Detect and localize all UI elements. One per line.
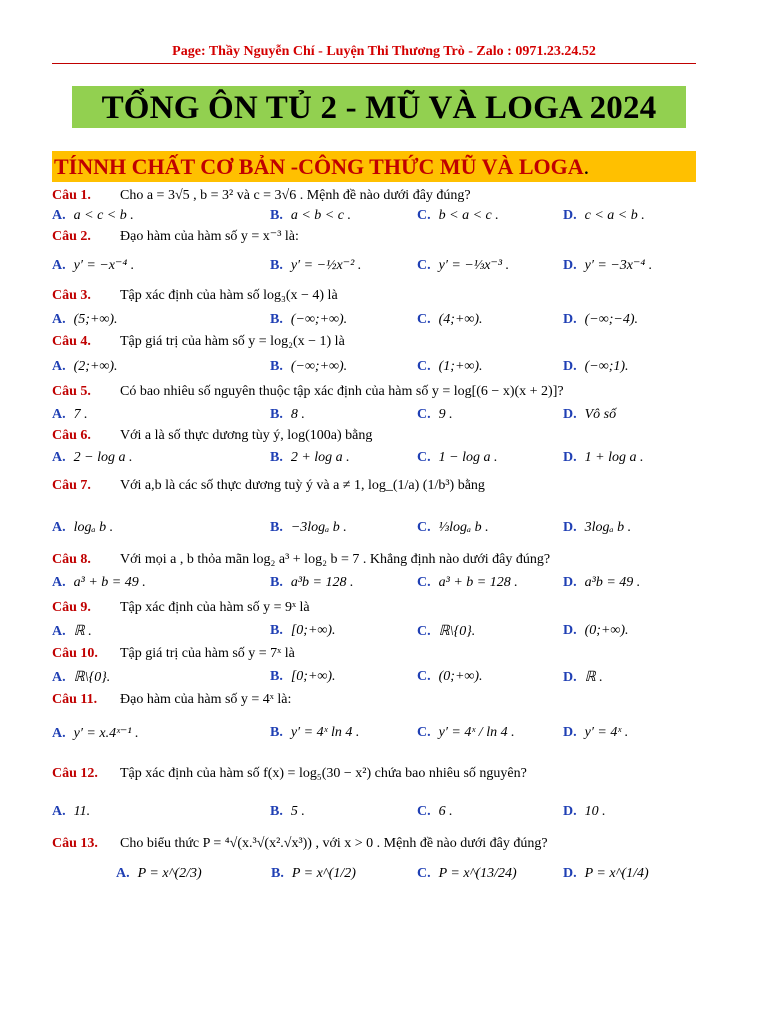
question-text: Với a,b là các số thực dương tuỳ ý và a ≠ 1, log_(1/a) (1/b³) bằng (120, 478, 485, 493)
page-header (0, 44, 768, 60)
option-a[interactable] (52, 725, 139, 742)
option-value: y′ = 4ˣ ln 4 . (290, 725, 360, 740)
option-value: y′ = −⅓x⁻³ . (438, 258, 510, 273)
option-key: B. (270, 669, 283, 684)
question-number: Câu 10. (52, 646, 98, 661)
option-key: C. (417, 407, 431, 422)
option-c[interactable] (417, 623, 475, 640)
option-value: 7 . (73, 407, 88, 422)
option-d[interactable] (563, 257, 652, 274)
option-value: 8 . (290, 407, 305, 422)
option-value: 9 . (438, 407, 453, 422)
question-text: Cho biểu thức P = ⁴√(x.³√(x².√x³)) , với x > 0 . Mệnh đề nào dưới đây đúng? (120, 836, 548, 851)
question-number: Câu 7. (52, 478, 91, 493)
option-value: (−∞;−4). (584, 312, 638, 327)
question-number: Câu 2. (52, 229, 91, 244)
option-value: (0;+∞). (438, 669, 483, 684)
option-value: (2;+∞). (73, 359, 118, 374)
option-value: y′ = −½x⁻² . (290, 258, 362, 273)
option-value: a³b = 128 . (290, 575, 354, 590)
option-key: A. (52, 208, 66, 223)
option-key: A. (52, 670, 66, 685)
question-text: Với mọi a , b thỏa mãn log₂ a³ + log₂ b = 7 . Khẳng định nào dưới đây đúng? (120, 552, 551, 567)
option-value: (−∞;+∞). (290, 312, 348, 327)
option-c[interactable] (417, 575, 518, 591)
option-value: b < a < c . (438, 208, 499, 223)
option-a[interactable] (52, 450, 132, 466)
option-value: ℝ\{0}. (438, 624, 476, 639)
option-value: ℝ . (584, 670, 603, 685)
option-b[interactable] (270, 804, 305, 820)
question-12 (52, 766, 527, 782)
option-value: a³b = 49 . (584, 575, 641, 590)
question-4 (52, 334, 345, 350)
question-text: Đạo hàm của hàm số y = 4ˣ là: (120, 692, 292, 707)
option-d[interactable] (563, 208, 645, 224)
option-value: y′ = 4ˣ / ln 4 . (438, 725, 515, 740)
option-d[interactable] (563, 725, 628, 741)
option-a[interactable] (52, 312, 118, 328)
option-b[interactable] (270, 450, 350, 466)
option-d[interactable] (563, 520, 631, 536)
option-c[interactable] (417, 257, 509, 274)
option-c[interactable] (417, 359, 483, 375)
option-key: D. (563, 575, 577, 590)
question-13 (52, 836, 548, 852)
option-key: A. (52, 726, 66, 741)
option-value: y′ = −3x⁻⁴ . (584, 258, 653, 273)
option-key: D. (563, 804, 577, 819)
option-key: D. (563, 312, 577, 327)
question-text: Tập giá trị của hàm số y = 7ˣ là (120, 646, 295, 661)
option-key: C. (417, 359, 431, 374)
option-d[interactable] (563, 407, 616, 423)
option-key: C. (417, 575, 431, 590)
option-key: C. (417, 866, 431, 881)
option-key: D. (563, 258, 577, 273)
option-b[interactable] (270, 669, 336, 685)
option-c[interactable] (417, 669, 483, 685)
option-key: A. (52, 450, 66, 465)
page-label: Page (172, 44, 201, 59)
option-value: (5;+∞). (73, 312, 118, 327)
option-key: B. (270, 623, 283, 638)
question-text: Tập xác định của hàm số f(x) = log₅(30 − x²) chứa bao nhiêu số nguyên? (120, 766, 527, 781)
option-value: 10 . (584, 804, 606, 819)
question-6 (52, 428, 372, 444)
option-a[interactable] (52, 208, 134, 224)
option-key: C. (417, 450, 431, 465)
option-b[interactable] (270, 312, 347, 328)
option-d[interactable] (563, 312, 638, 328)
option-key: A. (52, 359, 66, 374)
option-value: a < b < c . (290, 208, 351, 223)
question-number: Câu 8. (52, 552, 91, 567)
question-text: Có bao nhiêu số nguyên thuộc tập xác định của hàm số y = log[(6 − x)(x + 2)]? (120, 384, 564, 399)
option-key: B. (270, 312, 283, 327)
option-value: (4;+∞). (438, 312, 483, 327)
option-key: C. (417, 208, 431, 223)
option-value: c < a < b . (584, 208, 645, 223)
option-a[interactable] (116, 866, 202, 882)
section-heading-text: TÍNNH CHẤT CƠ BẢN -CÔNG THỨC MŨ VÀ LOGA (54, 154, 584, 179)
option-value: Vô số (584, 407, 617, 422)
option-key: D. (563, 450, 577, 465)
question-text: Tập xác định của hàm số log₃(x − 4) là (120, 288, 338, 303)
option-c[interactable] (417, 312, 483, 328)
option-key: D. (563, 407, 577, 422)
question-number: Câu 9. (52, 600, 91, 615)
option-value: −3logₐ b . (290, 520, 347, 535)
option-value: P = x^(1/2) (291, 866, 356, 881)
option-b[interactable] (270, 520, 347, 536)
question-number: Câu 4. (52, 334, 91, 349)
option-value: P = x^(2/3) (137, 866, 202, 881)
option-value: y′ = x.4ˣ⁻¹ . (73, 726, 139, 741)
option-b[interactable] (270, 359, 347, 375)
question-10 (52, 646, 295, 662)
option-key: C. (417, 312, 431, 327)
option-value: y′ = −x⁻⁴ . (73, 258, 135, 273)
option-key: A. (52, 624, 66, 639)
question-1 (52, 188, 471, 204)
option-a[interactable] (52, 407, 88, 423)
option-d[interactable] (563, 359, 629, 375)
option-value: a³ + b = 49 . (73, 575, 146, 590)
option-a[interactable] (52, 359, 118, 375)
question-number: Câu 1. (52, 188, 91, 203)
question-9 (52, 600, 310, 616)
option-d[interactable] (563, 669, 603, 686)
option-b[interactable] (270, 575, 354, 591)
option-key: B. (270, 575, 283, 590)
option-key: A. (52, 804, 66, 819)
option-key: D. (563, 670, 577, 685)
option-value: a < c < b . (73, 208, 134, 223)
header-divider (52, 63, 696, 64)
question-number: Câu 3. (52, 288, 91, 303)
option-key: A. (116, 866, 130, 881)
option-key: C. (417, 725, 431, 740)
option-key: C. (417, 258, 431, 273)
option-key: D. (563, 866, 577, 881)
option-a[interactable] (52, 575, 146, 591)
question-number: Câu 6. (52, 428, 91, 443)
option-a[interactable] (52, 623, 92, 640)
option-value: (0;+∞). (584, 623, 629, 638)
question-number: Câu 11. (52, 692, 98, 707)
option-value: logₐ b . (73, 520, 114, 535)
option-value: [0;+∞). (290, 669, 336, 684)
option-key: B. (270, 520, 283, 535)
option-key: B. (270, 359, 283, 374)
option-d[interactable] (563, 866, 649, 882)
option-value: [0;+∞). (290, 623, 336, 638)
option-key: C. (417, 624, 431, 639)
option-value: 2 − log a . (73, 450, 133, 465)
option-a[interactable] (52, 257, 134, 274)
option-key: A. (52, 312, 66, 327)
question-number: Câu 12. (52, 766, 98, 781)
option-value: (−∞;+∞). (290, 359, 348, 374)
section-heading: TÍNNH CHẤT CƠ BẢN -CÔNG THỨC MŨ VÀ LOGA. (52, 151, 696, 182)
option-b[interactable] (271, 866, 356, 882)
option-key: C. (417, 520, 431, 535)
option-key: A. (52, 258, 66, 273)
question-text: Đạo hàm của hàm số y = x⁻³ là: (120, 229, 299, 244)
document-title: TỔNG ÔN TỦ 2 - MŨ VÀ LOGA 2024 (72, 86, 686, 128)
option-a[interactable] (52, 520, 113, 536)
question-text: Cho a = 3√5 , b = 3² và c = 3√6 . Mệnh đề nào dưới đây đúng? (120, 188, 471, 203)
option-key: D. (563, 725, 577, 740)
option-value: P = x^(1/4) (584, 866, 649, 881)
option-key: C. (417, 669, 431, 684)
option-value: 6 . (438, 804, 453, 819)
option-d[interactable] (563, 575, 640, 591)
header-text: : Thầy Nguyễn Chí - Luyện Thi Thương Trò - Zalo : 0971.23.24.52 (200, 44, 596, 59)
option-value: ⅓logₐ b . (438, 520, 489, 535)
option-value: y′ = 4ˣ . (584, 725, 629, 740)
question-7 (52, 478, 485, 494)
question-text: Tập xác định của hàm số y = 9ˣ là (120, 600, 310, 615)
option-key: B. (270, 407, 283, 422)
option-value: 1 + log a . (584, 450, 644, 465)
option-key: B. (270, 258, 283, 273)
question-text: Tập giá trị của hàm số y = log₂(x − 1) là (120, 334, 345, 349)
option-key: A. (52, 407, 66, 422)
option-value: P = x^(13/24) (438, 866, 517, 881)
option-b[interactable] (270, 725, 359, 741)
option-key: B. (271, 866, 284, 881)
option-c[interactable] (417, 866, 517, 882)
question-3 (52, 288, 338, 304)
option-value: 1 − log a . (438, 450, 498, 465)
question-8 (52, 552, 550, 568)
question-number: Câu 13. (52, 836, 98, 851)
option-c[interactable] (417, 725, 515, 741)
question-number: Câu 5. (52, 384, 91, 399)
option-b[interactable] (270, 208, 351, 224)
option-value: 3logₐ b . (584, 520, 632, 535)
option-a[interactable] (52, 669, 110, 686)
question-11 (52, 692, 291, 708)
option-value: ℝ . (73, 624, 92, 639)
option-value: (1;+∞). (438, 359, 483, 374)
option-key: B. (270, 804, 283, 819)
option-c[interactable] (417, 520, 489, 536)
question-2 (52, 228, 299, 245)
option-d[interactable] (563, 804, 606, 820)
option-c[interactable] (417, 804, 453, 820)
option-d[interactable] (563, 623, 629, 639)
option-d[interactable] (563, 450, 643, 466)
option-key: B. (270, 725, 283, 740)
option-key: C. (417, 804, 431, 819)
question-text: Với a là số thực dương tùy ý, log(100a) bằng (120, 428, 373, 443)
option-b[interactable] (270, 407, 305, 423)
option-c[interactable] (417, 208, 499, 224)
option-key: A. (52, 520, 66, 535)
option-a[interactable] (52, 804, 90, 820)
option-key: A. (52, 575, 66, 590)
question-5 (52, 384, 564, 400)
option-value: 2 + log a . (290, 450, 350, 465)
option-value: (−∞;1). (584, 359, 629, 374)
option-b[interactable] (270, 623, 336, 639)
option-key: B. (270, 208, 283, 223)
option-value: 11. (73, 804, 91, 819)
option-value: a³ + b = 128 . (438, 575, 518, 590)
option-key: B. (270, 450, 283, 465)
option-key: D. (563, 359, 577, 374)
option-c[interactable] (417, 450, 497, 466)
option-c[interactable] (417, 407, 453, 423)
option-key: D. (563, 520, 577, 535)
option-key: D. (563, 208, 577, 223)
option-key: D. (563, 623, 577, 638)
option-b[interactable] (270, 257, 361, 274)
option-value: ℝ\{0}. (73, 670, 111, 685)
option-value: 5 . (290, 804, 305, 819)
